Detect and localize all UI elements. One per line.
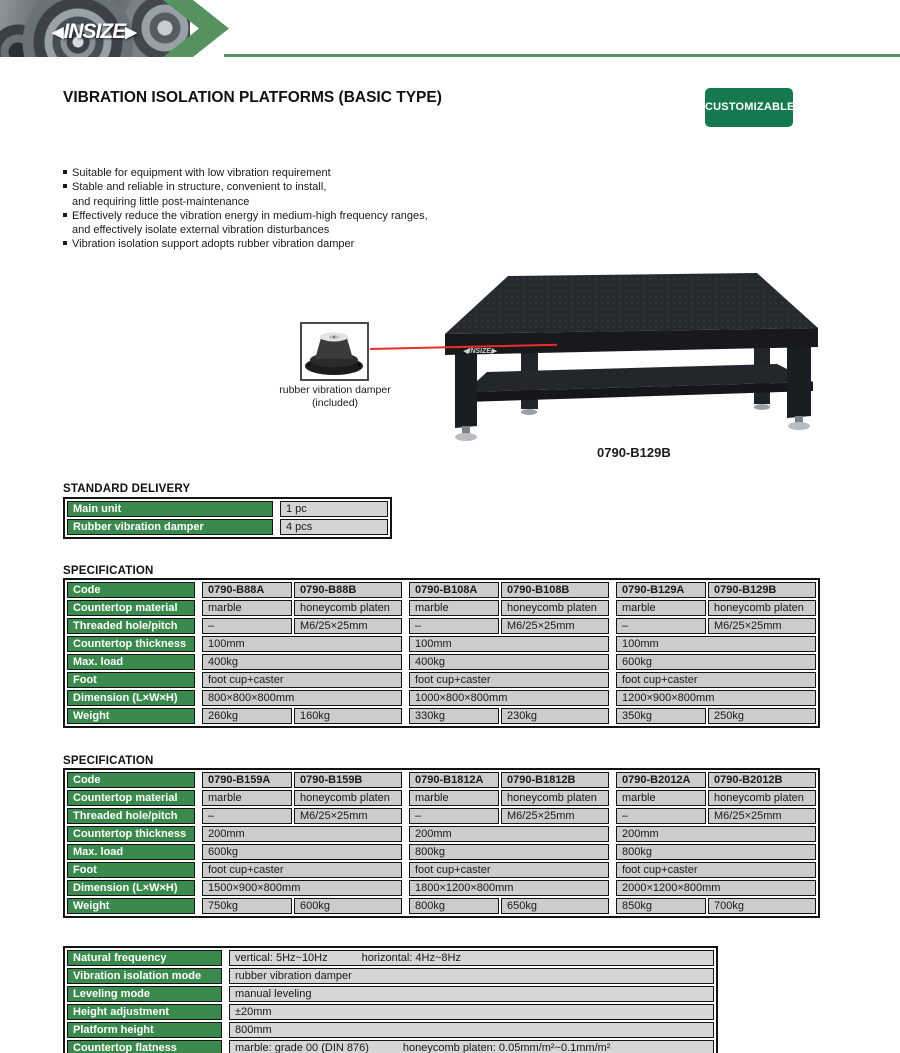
- row-label-cell: Dimension (L×W×H): [67, 690, 195, 706]
- general-properties-table: [63, 946, 718, 1053]
- bullet-square-icon: [63, 241, 67, 245]
- row-label-cell: Code: [67, 582, 195, 598]
- value-text-2: horizontal: 4Hz~8Hz: [361, 952, 461, 964]
- value-cell: M6/25×25mm: [294, 618, 402, 634]
- value-cell: honeycomb platen: [294, 600, 402, 616]
- code-cell: 0790-B1812A: [409, 772, 499, 788]
- inset-caption-line1: rubber vibration damper: [279, 384, 391, 396]
- value-cell: M6/25×25mm: [501, 808, 609, 824]
- table-row: [67, 654, 816, 670]
- code-cell: 0790-B108A: [409, 582, 499, 598]
- value-cell: M6/25×25mm: [294, 808, 402, 824]
- value-text: marble: grade 00 (DIN 876): [235, 1042, 369, 1053]
- value-cell: foot cup+caster: [409, 862, 609, 878]
- value-cell: 4 pcs: [280, 519, 388, 535]
- table-row: [67, 618, 816, 634]
- leveling-foot: [795, 416, 803, 423]
- code-cell: 0790-B2012A: [616, 772, 706, 788]
- value-cell: 100mm: [409, 636, 609, 652]
- value-cell: 600kg: [294, 898, 402, 914]
- code-cell: 0790-B129B: [708, 582, 816, 598]
- feature-item: [63, 209, 428, 223]
- feature-item: [63, 180, 428, 194]
- value-cell: 800kg: [409, 844, 609, 860]
- inset-caption: [264, 384, 406, 410]
- bullet-square-icon: [63, 213, 67, 217]
- value-cell: marble: [409, 790, 499, 806]
- code-cell: 0790-B159B: [294, 772, 402, 788]
- value-cell: 350kg: [616, 708, 706, 724]
- leveling-foot: [788, 422, 810, 430]
- row-label-cell: Main unit: [67, 501, 273, 517]
- value-cell: M6/25×25mm: [708, 808, 816, 824]
- value-cell: [229, 986, 714, 1002]
- value-cell: marble: [616, 600, 706, 616]
- value-cell: 800kg: [616, 844, 816, 860]
- value-cell: marble: [616, 790, 706, 806]
- value-cell: foot cup+caster: [616, 672, 816, 688]
- row-label-cell: Height adjustment: [67, 1004, 222, 1020]
- table-row: [67, 1004, 714, 1020]
- chevron-shape: [163, 0, 231, 57]
- feature-list: [63, 166, 428, 252]
- value-cell: foot cup+caster: [202, 862, 402, 878]
- value-cell: 100mm: [616, 636, 816, 652]
- logo-left-arrow-icon: ◀: [52, 24, 64, 41]
- value-cell: foot cup+caster: [409, 672, 609, 688]
- value-cell: 160kg: [294, 708, 402, 724]
- logo-text: INSIZE: [63, 20, 126, 43]
- table-row: [67, 826, 816, 842]
- value-cell: –: [202, 808, 292, 824]
- value-cell: 650kg: [501, 898, 609, 914]
- value-cell: honeycomb platen: [708, 790, 816, 806]
- table-leg: [455, 353, 477, 428]
- bullet-square-icon: [63, 170, 67, 174]
- table-row: [67, 862, 816, 878]
- row-label-cell: Countertop flatness: [67, 1040, 222, 1053]
- value-cell: 250kg: [708, 708, 816, 724]
- row-label-cell: Threaded hole/pitch: [67, 618, 195, 634]
- value-cell: honeycomb platen: [294, 790, 402, 806]
- platform-photo: [425, 258, 825, 453]
- standard-delivery-table: [63, 497, 392, 539]
- leveling-foot: [754, 404, 770, 410]
- value-cell: honeycomb platen: [501, 790, 609, 806]
- row-label-cell: Max. load: [67, 844, 195, 860]
- damper-inset-image: [302, 324, 367, 379]
- row-label-cell: Weight: [67, 708, 195, 724]
- table-row: [67, 1040, 714, 1053]
- value-cell: 750kg: [202, 898, 292, 914]
- table-row: [67, 501, 388, 517]
- value-cell: marble: [202, 600, 292, 616]
- value-cell: 700kg: [708, 898, 816, 914]
- specification-heading: SPECIFICATION: [63, 565, 154, 577]
- row-label-cell: Countertop material: [67, 600, 195, 616]
- value-cell: 100mm: [202, 636, 402, 652]
- model-caption: 0790-B129B: [597, 445, 671, 460]
- value-cell: 400kg: [202, 654, 402, 670]
- row-label-cell: Vibration isolation mode: [67, 968, 222, 984]
- value-cell: 200mm: [616, 826, 816, 842]
- row-label-cell: Rubber vibration damper: [67, 519, 273, 535]
- value-cell: M6/25×25mm: [708, 618, 816, 634]
- value-cell: honeycomb platen: [708, 600, 816, 616]
- countertop-pattern: [445, 273, 818, 334]
- value-cell: marble: [202, 790, 292, 806]
- header-accent-line: [224, 54, 900, 57]
- table-row: [67, 772, 816, 788]
- row-label-cell: Threaded hole/pitch: [67, 808, 195, 824]
- value-cell: 260kg: [202, 708, 292, 724]
- value-cell: –: [616, 808, 706, 824]
- code-cell: 0790-B2012B: [708, 772, 816, 788]
- value-cell: 600kg: [202, 844, 402, 860]
- feature-text: and requiring little post-maintenance: [72, 195, 250, 208]
- value-text-2: honeycomb platen: 0.05mm/m²~0.1mm/m²: [402, 1042, 611, 1053]
- value-cell: honeycomb platen: [501, 600, 609, 616]
- value-text: vertical: 5Hz~10Hz: [235, 952, 328, 964]
- code-cell: 0790-B108B: [501, 582, 609, 598]
- feature-item: [63, 237, 428, 251]
- value-cell: 1 pc: [280, 501, 388, 517]
- leveling-foot: [455, 433, 477, 441]
- feature-text: Vibration isolation support adopts rubber vibration damper: [72, 238, 355, 251]
- value-cell: 1000×800×800mm: [409, 690, 609, 706]
- specification-table-1: [63, 578, 820, 728]
- feature-item-continuation: [63, 223, 428, 237]
- code-cell: 0790-B129A: [616, 582, 706, 598]
- row-label-cell: Dimension (L×W×H): [67, 880, 195, 896]
- row-label-cell: Foot: [67, 862, 195, 878]
- table-row: [67, 950, 714, 966]
- row-label-cell: Natural frequency: [67, 950, 222, 966]
- table-row: [67, 636, 816, 652]
- value-cell: 200mm: [202, 826, 402, 842]
- leveling-foot: [521, 409, 537, 415]
- customizable-badge: CUSTOMIZABLE: [705, 88, 793, 127]
- value-cell: [229, 1022, 714, 1038]
- page-title: VIBRATION ISOLATION PLATFORMS (BASIC TYPE): [63, 89, 442, 106]
- row-label-cell: Weight: [67, 898, 195, 914]
- insize-logo: [52, 20, 137, 44]
- row-label-cell: Countertop thickness: [67, 636, 195, 652]
- value-cell: –: [409, 618, 499, 634]
- row-label-cell: Max. load: [67, 654, 195, 670]
- table-row: [67, 690, 816, 706]
- table-row: [67, 808, 816, 824]
- value-cell: –: [409, 808, 499, 824]
- table-row: [67, 844, 816, 860]
- logo-right-arrow-icon: ▶: [125, 24, 137, 41]
- row-label-cell: Code: [67, 772, 195, 788]
- table-row: [67, 880, 816, 896]
- value-cell: [229, 950, 714, 966]
- value-cell: [229, 1004, 714, 1020]
- table-row: [67, 1022, 714, 1038]
- value-cell: 330kg: [409, 708, 499, 724]
- value-cell: 800kg: [409, 898, 499, 914]
- value-cell: 600kg: [616, 654, 816, 670]
- table-row: [67, 672, 816, 688]
- value-cell: [229, 1040, 714, 1053]
- specification-table-2: [63, 768, 820, 918]
- value-cell: M6/25×25mm: [501, 618, 609, 634]
- feature-text: Suitable for equipment with low vibration requirement: [72, 167, 331, 179]
- value-text: ±20mm: [235, 1006, 272, 1018]
- value-cell: –: [202, 618, 292, 634]
- value-cell: 1800×1200×800mm: [409, 880, 609, 896]
- row-label-cell: Countertop material: [67, 790, 195, 806]
- code-cell: 0790-B159A: [202, 772, 292, 788]
- feature-text: Effectively reduce the vibration energy in medium-high frequency ranges,: [72, 209, 428, 222]
- code-cell: 0790-B1812B: [501, 772, 609, 788]
- platform-logo-text: ◀INSIZE▶: [463, 348, 497, 355]
- value-cell: foot cup+caster: [616, 862, 816, 878]
- value-cell: 800×800×800mm: [202, 690, 402, 706]
- table-leg: [787, 345, 811, 418]
- value-cell: 850kg: [616, 898, 706, 914]
- value-cell: 1500×900×800mm: [202, 880, 402, 896]
- table-row: [67, 600, 816, 616]
- value-text: rubber vibration damper: [235, 970, 352, 982]
- row-label-cell: Platform height: [67, 1022, 222, 1038]
- row-label-cell: Leveling mode: [67, 986, 222, 1002]
- value-cell: 230kg: [501, 708, 609, 724]
- table-row: [67, 898, 816, 914]
- code-cell: 0790-B88A: [202, 582, 292, 598]
- damper-inset-box: [300, 322, 369, 381]
- value-cell: 2000×1200×800mm: [616, 880, 816, 896]
- value-cell: foot cup+caster: [202, 672, 402, 688]
- row-label-cell: Countertop thickness: [67, 826, 195, 842]
- feature-text: Stable and reliable in structure, convenient to install,: [72, 181, 327, 194]
- specification-heading: SPECIFICATION: [63, 755, 154, 767]
- table-row: [67, 519, 388, 535]
- table-row: [67, 582, 816, 598]
- feature-text: and effectively isolate external vibration disturbances: [72, 224, 330, 237]
- table-row: [67, 986, 714, 1002]
- row-label-cell: Foot: [67, 672, 195, 688]
- standard-delivery-heading: STANDARD DELIVERY: [63, 483, 191, 495]
- feature-item-continuation: [63, 195, 428, 209]
- feature-item: [63, 166, 428, 180]
- inset-caption-line2: (included): [311, 397, 359, 409]
- table-row: [67, 790, 816, 806]
- leveling-foot: [462, 426, 470, 434]
- value-cell: marble: [409, 600, 499, 616]
- table-row: [67, 968, 714, 984]
- bullet-square-icon: [63, 184, 67, 188]
- value-cell: [229, 968, 714, 984]
- value-text: manual leveling: [235, 988, 312, 1000]
- value-cell: 400kg: [409, 654, 609, 670]
- value-cell: 1200×900×800mm: [616, 690, 816, 706]
- value-cell: –: [616, 618, 706, 634]
- code-cell: 0790-B88B: [294, 582, 402, 598]
- value-cell: 200mm: [409, 826, 609, 842]
- table-row: [67, 708, 816, 724]
- value-text: 800mm: [235, 1024, 272, 1036]
